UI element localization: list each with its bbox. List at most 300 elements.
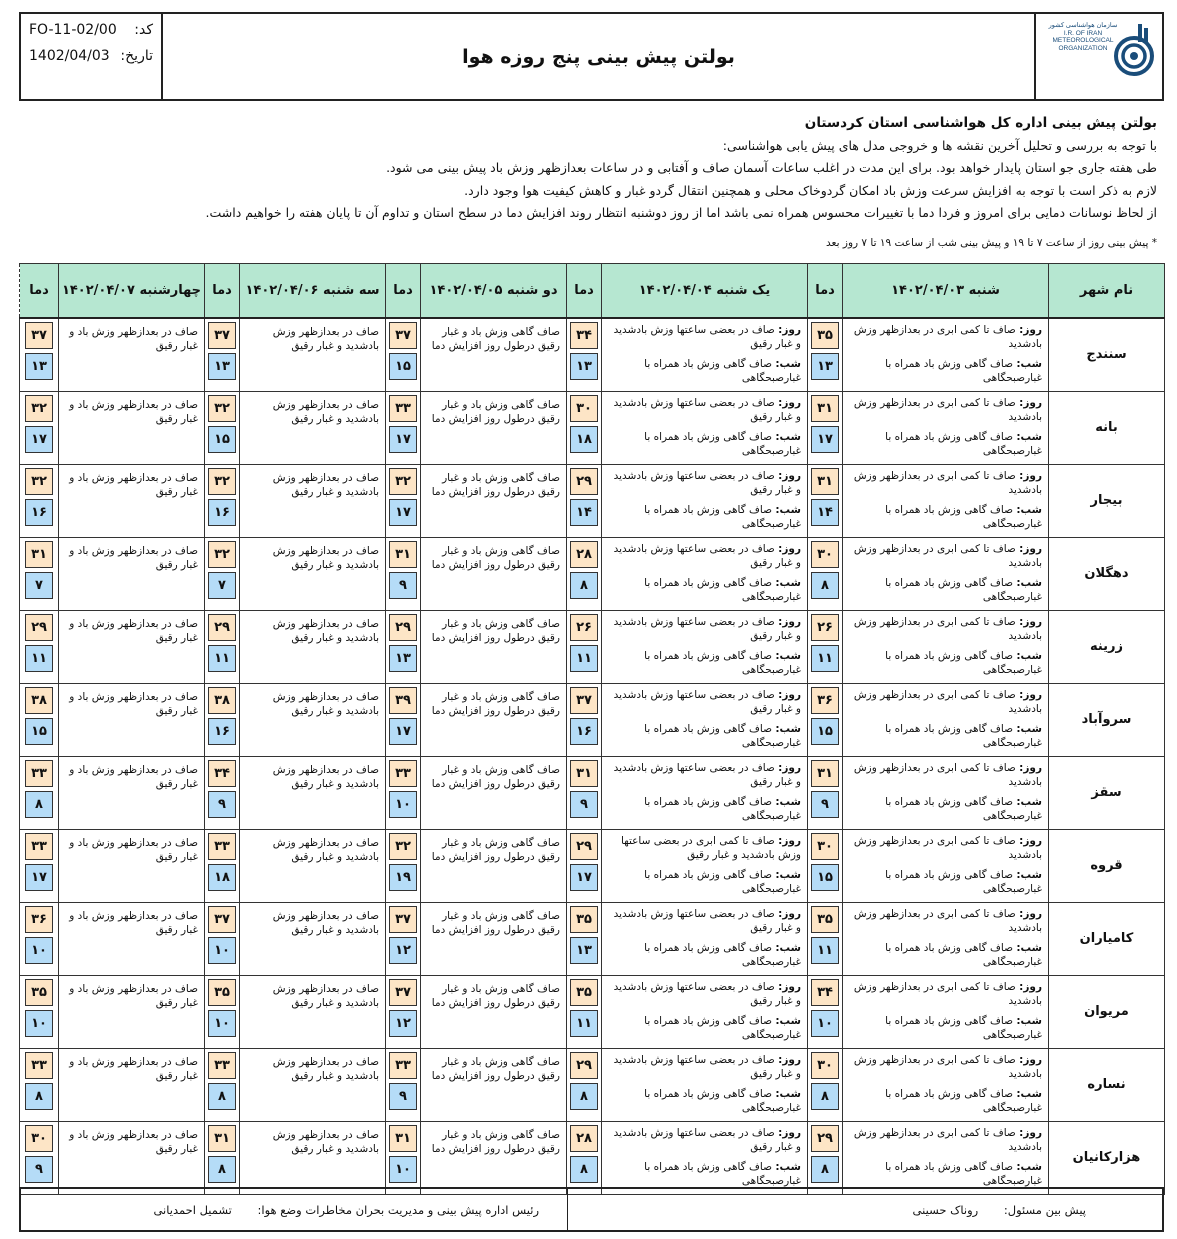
temperature-cell: [567, 975, 602, 1048]
max-temperature: ۳۵: [208, 979, 236, 1006]
forecast-cell: صاف در بعدازظهر وزش باد و غبار رقیق: [59, 756, 205, 829]
max-temperature: ۳۷: [25, 322, 53, 349]
min-temperature: ۱۳: [389, 645, 417, 672]
table-row: [20, 975, 1165, 1048]
city-name: سقز: [1049, 756, 1165, 829]
table-row: [20, 610, 1165, 683]
intro-paragraph: طی هفته جاری جو استان پایدار خواهد بود. برای این مدت در اغلب ساعات آسمان صاف و آفتابی و در ساعات بعدازظهر وزش باد پیش بینی می شود.: [386, 160, 1157, 175]
intro-paragraph: از لحاظ نوسانات دمایی برای امروز و فردا دما با تغییرات محسوس همراه نمی باشد اما از روز دوشنبه انتظار روند افزایش دما در سطح استان و تداوم آن تا پایان هفته را خواهیم داشت.: [205, 205, 1157, 220]
max-temperature: ۳۲: [25, 395, 53, 422]
min-temperature: ۱۰: [208, 1010, 236, 1037]
night-forecast: شب: صاف گاهی وزش باد همراه با غبارصبحگاهی: [885, 649, 1042, 676]
min-temperature: ۸: [811, 1156, 839, 1183]
min-temperature: ۱۲: [389, 937, 417, 964]
max-temperature: ۳۱: [389, 541, 417, 568]
temperature-cell: [205, 829, 240, 902]
city-name: کامیاران: [1049, 902, 1165, 975]
max-temperature: ۳۰: [811, 541, 839, 568]
temperature-cell: [205, 683, 240, 756]
forecast-cell: [843, 318, 1049, 392]
temperature-cell: [386, 537, 421, 610]
forecaster-signature: [568, 1189, 1162, 1230]
day-forecast: روز: صاف تا کمی ابری در بعدازظهر وزش بادشدید: [853, 834, 1042, 861]
min-temperature: ۱۷: [389, 499, 417, 526]
day-forecast: روز: صاف در بعضی ساعتها وزش بادشدید و غبار رقیق: [613, 615, 801, 642]
min-temperature: ۱۴: [811, 499, 839, 526]
day-forecast: روز: صاف تا کمی ابری در بعدازظهر وزش بادشدید: [853, 542, 1042, 569]
temp-column-header: دما: [808, 264, 843, 318]
forecast-cell: صاف گاهی وزش باد و غبار رقیق درطول روز افزایش دما: [421, 610, 567, 683]
forecast-cell: صاف در بعدازظهر وزش باد و غبار رقیق: [59, 318, 205, 392]
day-forecast: روز: صاف تا کمی ابری در بعضی ساعتها وزش بادشدید و غبار رقیق: [620, 834, 801, 861]
day-column-header: شنبه ۱۴۰۲/۰۴/۰۳: [843, 264, 1049, 318]
day-forecast: روز: صاف در بعضی ساعتها وزش بادشدید و غبار رقیق: [613, 761, 801, 788]
temperature-cell: [808, 1121, 843, 1194]
max-temperature: ۳۰: [811, 833, 839, 860]
forecast-cell: صاف گاهی وزش باد و غبار رقیق درطول روز افزایش دما: [421, 829, 567, 902]
forecast-cell: [602, 902, 808, 975]
org-logo-text: سازمان هواشناسی کشور I.R. OF IRAN METEOROLOGICAL ORGANIZATION: [1048, 22, 1118, 52]
min-temperature: ۱۱: [570, 1010, 598, 1037]
night-forecast: شب: صاف گاهی وزش باد همراه با غبارصبحگاهی: [885, 1160, 1042, 1187]
day-forecast: روز: صاف در بعضی ساعتها وزش بادشدید و غبار رقیق: [613, 469, 801, 496]
temperature-cell: [386, 318, 421, 392]
night-forecast: شب: صاف گاهی وزش باد همراه با غبارصبحگاهی: [885, 1087, 1042, 1114]
code-row: [29, 22, 153, 38]
max-temperature: ۳۱: [811, 395, 839, 422]
max-temperature: ۳۳: [389, 760, 417, 787]
min-temperature: ۱۳: [570, 353, 598, 380]
temperature-cell: [386, 975, 421, 1048]
day-forecast: روز: صاف تا کمی ابری در بعدازظهر وزش بادشدید: [853, 980, 1042, 1007]
intro-paragraph: لازم به ذکر است با توجه به افزایش سرعت وزش باد امکان گردوخاک محلی و همچنین انتقال گردو غبار و کاهش کیفیت هوا وجود دارد.: [464, 182, 1157, 198]
table-row: [20, 391, 1165, 464]
min-temperature: ۸: [25, 1083, 53, 1110]
temperature-cell: [386, 1048, 421, 1121]
night-forecast: شب: صاف گاهی وزش باد همراه با غبارصبحگاهی: [885, 430, 1042, 457]
forecast-cell: صاف گاهی وزش باد و غبار رقیق درطول روز افزایش دما: [421, 391, 567, 464]
city-name: بانه: [1049, 391, 1165, 464]
min-temperature: ۷: [25, 572, 53, 599]
max-temperature: ۳۵: [811, 322, 839, 349]
date-row: [29, 48, 153, 64]
day-forecast: روز: صاف تا کمی ابری در بعدازظهر وزش بادشدید: [853, 396, 1042, 423]
min-temperature: ۸: [208, 1156, 236, 1183]
forecast-cell: صاف در بعدازظهر وزش باد و غبار رقیق: [59, 610, 205, 683]
max-temperature: ۲۹: [208, 614, 236, 641]
forecast-cell: [602, 537, 808, 610]
temperature-cell: [205, 756, 240, 829]
temperature-cell: [808, 318, 843, 392]
temperature-cell: [808, 610, 843, 683]
min-temperature: ۱۹: [389, 864, 417, 891]
max-temperature: ۳۲: [208, 541, 236, 568]
temperature-cell: [567, 610, 602, 683]
max-temperature: ۳۲: [389, 833, 417, 860]
night-forecast: شب: صاف گاهی وزش باد همراه با غبارصبحگاهی: [885, 357, 1042, 384]
night-forecast: شب: صاف گاهی وزش باد همراه با غبارصبحگاهی: [644, 941, 801, 968]
forecast-cell: صاف در بعدازظهر وزش بادشدید و غبار رقیق: [240, 610, 386, 683]
day-forecast: روز: صاف تا کمی ابری در بعدازظهر وزش بادشدید: [853, 1126, 1042, 1153]
day-forecast: روز: صاف در بعضی ساعتها وزش بادشدید و غبار رقیق: [613, 688, 801, 715]
max-temperature: ۳۴: [570, 322, 598, 349]
forecast-cell: [843, 391, 1049, 464]
forecast-cell: [602, 829, 808, 902]
temperature-cell: [20, 537, 59, 610]
temperature-cell: [386, 1121, 421, 1194]
min-temperature: ۱۸: [208, 864, 236, 891]
day-column-header: یک شنبه ۱۴۰۲/۰۴/۰۴: [602, 264, 808, 318]
night-forecast: شب: صاف گاهی وزش باد همراه با غبارصبحگاهی: [644, 868, 801, 895]
city-name: زرینه: [1049, 610, 1165, 683]
forecast-cell: صاف در بعدازظهر وزش بادشدید و غبار رقیق: [240, 902, 386, 975]
max-temperature: ۳۸: [25, 687, 53, 714]
min-temperature: ۱۱: [208, 645, 236, 672]
forecast-cell: [843, 1048, 1049, 1121]
forecast-table: [19, 263, 1165, 1195]
min-temperature: ۱۴: [570, 499, 598, 526]
temperature-cell: [567, 683, 602, 756]
max-temperature: ۳۷: [208, 322, 236, 349]
forecast-cell: صاف در بعدازظهر وزش باد و غبار رقیق: [59, 1121, 205, 1194]
max-temperature: ۳۷: [570, 687, 598, 714]
temperature-cell: [386, 756, 421, 829]
doc-meta: [21, 14, 163, 99]
day-forecast: روز: صاف در بعضی ساعتها وزش بادشدید و غبار رقیق: [613, 396, 801, 423]
day-forecast: روز: صاف تا کمی ابری در بعدازظهر وزش بادشدید: [853, 907, 1042, 934]
date-label: تاریخ:: [120, 48, 153, 64]
table-row: [20, 464, 1165, 537]
max-temperature: ۳۷: [389, 906, 417, 933]
day-column-header: دو شنبه ۱۴۰۲/۰۴/۰۵: [421, 264, 567, 318]
temperature-cell: [567, 829, 602, 902]
city-name: دهگلان: [1049, 537, 1165, 610]
org-logo-area: [1034, 14, 1162, 99]
forecast-cell: صاف در بعدازظهر وزش بادشدید و غبار رقیق: [240, 464, 386, 537]
temperature-cell: [205, 902, 240, 975]
forecast-cell: صاف در بعدازظهر وزش بادشدید و غبار رقیق: [240, 829, 386, 902]
night-forecast: شب: صاف گاهی وزش باد همراه با غبارصبحگاهی: [885, 722, 1042, 749]
forecast-cell: صاف گاهی وزش باد و غبار رقیق درطول روز افزایش دما: [421, 537, 567, 610]
forecast-cell: صاف گاهی وزش باد و غبار رقیق درطول روز افزایش دما: [421, 756, 567, 829]
table-row: [20, 756, 1165, 829]
max-temperature: ۳۱: [811, 468, 839, 495]
city-name: قروه: [1049, 829, 1165, 902]
temperature-cell: [205, 318, 240, 392]
temperature-cell: [205, 610, 240, 683]
max-temperature: ۳۱: [208, 1125, 236, 1152]
temperature-cell: [808, 391, 843, 464]
day-forecast: روز: صاف تا کمی ابری در بعدازظهر وزش بادشدید: [853, 1053, 1042, 1080]
max-temperature: ۳۰: [811, 1052, 839, 1079]
day-forecast: روز: صاف در بعضی ساعتها وزش بادشدید و غبار رقیق: [613, 1126, 801, 1153]
min-temperature: ۱۱: [570, 645, 598, 672]
forecast-cell: صاف در بعدازظهر وزش باد و غبار رقیق: [59, 829, 205, 902]
day-forecast: روز: صاف تا کمی ابری در بعدازظهر وزش بادشدید: [853, 761, 1042, 788]
temp-column-header: دما: [567, 264, 602, 318]
intro-paragraph: با توجه به بررسی و تحلیل آخرین نقشه ها و خروجی مدل های پیش یابی هواشناسی:: [722, 137, 1157, 153]
day-forecast: روز: صاف تا کمی ابری در بعدازظهر وزش بادشدید: [853, 469, 1042, 496]
max-temperature: ۲۹: [25, 614, 53, 641]
temperature-cell: [808, 975, 843, 1048]
night-forecast: شب: صاف گاهی وزش باد همراه با غبارصبحگاهی: [644, 357, 801, 384]
temperature-cell: [567, 464, 602, 537]
temperature-cell: [205, 975, 240, 1048]
min-temperature: ۸: [570, 1083, 598, 1110]
forecast-cell: صاف در بعدازظهر وزش باد و غبار رقیق: [59, 1048, 205, 1121]
max-temperature: ۳۱: [811, 760, 839, 787]
min-temperature: ۱۰: [811, 1010, 839, 1037]
min-temperature: ۱۰: [208, 937, 236, 964]
max-temperature: ۳۲: [389, 468, 417, 495]
meteorological-organization-logo: [1114, 20, 1154, 82]
min-temperature: ۱۱: [25, 645, 53, 672]
city-name: مریوان: [1049, 975, 1165, 1048]
max-temperature: ۳۳: [25, 833, 53, 860]
forecast-cell: [843, 464, 1049, 537]
temperature-cell: [20, 975, 59, 1048]
temperature-cell: [808, 537, 843, 610]
table-row: [20, 1121, 1165, 1194]
forecast-cell: [602, 975, 808, 1048]
bulletin-title: بولتن پیش بینی پنج روزه هوا: [462, 45, 735, 68]
max-temperature: ۲۹: [570, 833, 598, 860]
max-temperature: ۳۵: [811, 906, 839, 933]
forecaster-label: پیش بین مسئول:: [1003, 1203, 1086, 1217]
forecast-cell: صاف گاهی وزش باد و غبار رقیق درطول روز افزایش دما: [421, 1121, 567, 1194]
temperature-cell: [20, 318, 59, 392]
min-temperature: ۱۳: [570, 937, 598, 964]
forecast-cell: [843, 610, 1049, 683]
min-temperature: ۱۰: [25, 937, 53, 964]
min-temperature: ۸: [570, 1156, 598, 1183]
forecast-cell: صاف در بعدازظهر وزش بادشدید و غبار رقیق: [240, 391, 386, 464]
max-temperature: ۲۶: [811, 614, 839, 641]
forecast-cell: صاف در بعدازظهر وزش بادشدید و غبار رقیق: [240, 318, 386, 392]
forecast-cell: [602, 1048, 808, 1121]
forecast-cell: [602, 1121, 808, 1194]
min-temperature: ۱۲: [389, 1010, 417, 1037]
forecaster-name: روناک حسینی: [912, 1203, 979, 1217]
code-label: کد:: [134, 22, 153, 38]
max-temperature: ۳۱: [389, 1125, 417, 1152]
forecast-cell: صاف در بعدازظهر وزش باد و غبار رقیق: [59, 902, 205, 975]
min-temperature: ۱۱: [811, 937, 839, 964]
forecast-cell: صاف در بعدازظهر وزش باد و غبار رقیق: [59, 975, 205, 1048]
min-temperature: ۱۰: [389, 1156, 417, 1183]
forecast-cell: [843, 537, 1049, 610]
temperature-cell: [386, 902, 421, 975]
temperature-cell: [20, 464, 59, 537]
temperature-cell: [20, 829, 59, 902]
day-forecast: روز: صاف در بعضی ساعتها وزش بادشدید و غبار رقیق: [613, 542, 801, 569]
chief-name: تشمیل احمدیانی: [153, 1203, 232, 1217]
temperature-cell: [20, 1121, 59, 1194]
max-temperature: ۲۸: [570, 541, 598, 568]
max-temperature: ۳۲: [25, 468, 53, 495]
night-forecast: شب: صاف گاهی وزش باد همراه با غبارصبحگاهی: [644, 576, 801, 603]
max-temperature: ۲۸: [570, 1125, 598, 1152]
temperature-cell: [567, 902, 602, 975]
forecast-cell: [602, 756, 808, 829]
day-forecast: روز: صاف تا کمی ابری در بعدازظهر وزش بادشدید: [853, 688, 1042, 715]
city-name: نساره: [1049, 1048, 1165, 1121]
city-name: بیجار: [1049, 464, 1165, 537]
temperature-cell: [808, 1048, 843, 1121]
temperature-cell: [808, 756, 843, 829]
forecast-cell: صاف گاهی وزش باد و غبار رقیق درطول روز افزایش دما: [421, 318, 567, 392]
night-forecast: شب: صاف گاهی وزش باد همراه با غبارصبحگاهی: [885, 576, 1042, 603]
min-temperature: ۱۶: [208, 718, 236, 745]
min-temperature: ۹: [389, 1083, 417, 1110]
bulletin-footer: [19, 1187, 1164, 1232]
max-temperature: ۳۷: [389, 322, 417, 349]
table-header-row: [20, 264, 1165, 318]
temperature-cell: [808, 683, 843, 756]
max-temperature: ۳۲: [208, 395, 236, 422]
day-forecast: روز: صاف در بعضی ساعتها وزش بادشدید و غبار رقیق: [613, 980, 801, 1007]
forecast-cell: [843, 756, 1049, 829]
temperature-cell: [567, 1048, 602, 1121]
day-forecast: روز: صاف تا کمی ابری در بعدازظهر وزش بادشدید: [853, 615, 1042, 642]
min-temperature: ۱۵: [208, 426, 236, 453]
forecast-cell: صاف گاهی وزش باد و غبار رقیق درطول روز افزایش دما: [421, 464, 567, 537]
forecast-cell: صاف گاهی وزش باد و غبار رقیق درطول روز افزایش دما: [421, 683, 567, 756]
min-temperature: ۸: [811, 572, 839, 599]
max-temperature: ۳۵: [25, 979, 53, 1006]
forecast-cell: صاف در بعدازظهر وزش باد و غبار رقیق: [59, 391, 205, 464]
night-forecast: شب: صاف گاهی وزش باد همراه با غبارصبحگاهی: [644, 1087, 801, 1114]
min-temperature: ۹: [389, 572, 417, 599]
temperature-cell: [20, 610, 59, 683]
min-temperature: ۱۳: [25, 353, 53, 380]
max-temperature: ۳۳: [389, 1052, 417, 1079]
max-temperature: ۳۳: [25, 1052, 53, 1079]
night-forecast: شب: صاف گاهی وزش باد همراه با غبارصبحگاهی: [644, 722, 801, 749]
temperature-cell: [567, 391, 602, 464]
temperature-cell: [205, 391, 240, 464]
min-temperature: ۱۳: [811, 353, 839, 380]
forecast-cell: صاف در بعدازظهر وزش بادشدید و غبار رقیق: [240, 975, 386, 1048]
night-forecast: شب: صاف گاهی وزش باد همراه با غبارصبحگاهی: [644, 1014, 801, 1041]
max-temperature: ۳۷: [389, 979, 417, 1006]
temperature-cell: [386, 610, 421, 683]
day-forecast: روز: صاف در بعضی ساعتها وزش بادشدید و غبار رقیق: [613, 323, 801, 350]
forecast-cell: [602, 318, 808, 392]
night-forecast: شب: صاف گاهی وزش باد همراه با غبارصبحگاهی: [885, 1014, 1042, 1041]
night-forecast: شب: صاف گاهی وزش باد همراه با غبارصبحگاهی: [644, 430, 801, 457]
max-temperature: ۳۴: [208, 760, 236, 787]
forecast-cell: [602, 610, 808, 683]
forecast-cell: صاف گاهی وزش باد و غبار رقیق درطول روز افزایش دما: [421, 902, 567, 975]
night-forecast: شب: صاف گاهی وزش باد همراه با غبارصبحگاهی: [885, 503, 1042, 530]
intro-title: بولتن پیش بینی اداره کل هواشناسی استان کردستان: [804, 115, 1157, 131]
night-forecast: شب: صاف گاهی وزش باد همراه با غبارصبحگاهی: [644, 649, 801, 676]
max-temperature: ۳۸: [208, 687, 236, 714]
forecast-time-note: * پیش بینی روز از ساعت ۷ تا ۱۹ و پیش بینی شب از ساعت ۱۹ تا ۷ روز بعد: [826, 237, 1157, 249]
table-row: [20, 318, 1165, 392]
max-temperature: ۳۳: [208, 1052, 236, 1079]
day-column-header: سه شنبه ۱۴۰۲/۰۴/۰۶: [240, 264, 386, 318]
min-temperature: ۱۱: [811, 645, 839, 672]
temperature-cell: [808, 464, 843, 537]
min-temperature: ۱۷: [389, 426, 417, 453]
temperature-cell: [567, 756, 602, 829]
min-temperature: ۸: [208, 1083, 236, 1110]
min-temperature: ۱۵: [25, 718, 53, 745]
forecast-cell: صاف در بعدازظهر وزش بادشدید و غبار رقیق: [240, 1048, 386, 1121]
city-column-header: نام شهر: [1049, 264, 1165, 318]
forecast-cell: صاف در بعدازظهر وزش بادشدید و غبار رقیق: [240, 537, 386, 610]
min-temperature: ۱۶: [570, 718, 598, 745]
night-forecast: شب: صاف گاهی وزش باد همراه با غبارصبحگاهی: [644, 1160, 801, 1187]
forecast-cell: [843, 975, 1049, 1048]
min-temperature: ۱۷: [389, 718, 417, 745]
max-temperature: ۳۱: [25, 541, 53, 568]
min-temperature: ۱۷: [811, 426, 839, 453]
max-temperature: ۳۰: [570, 395, 598, 422]
max-temperature: ۳۶: [811, 687, 839, 714]
max-temperature: ۳۳: [389, 395, 417, 422]
forecast-cell: [843, 1121, 1049, 1194]
min-temperature: ۱۵: [811, 718, 839, 745]
min-temperature: ۹: [570, 791, 598, 818]
max-temperature: ۳۷: [208, 906, 236, 933]
temperature-cell: [20, 391, 59, 464]
min-temperature: ۱۶: [25, 499, 53, 526]
temperature-cell: [567, 1121, 602, 1194]
max-temperature: ۳۳: [208, 833, 236, 860]
temperature-cell: [808, 829, 843, 902]
temperature-cell: [386, 391, 421, 464]
night-forecast: شب: صاف گاهی وزش باد همراه با غبارصبحگاهی: [644, 503, 801, 530]
temperature-cell: [20, 902, 59, 975]
min-temperature: ۸: [570, 572, 598, 599]
day-forecast: روز: صاف در بعضی ساعتها وزش بادشدید و غبار رقیق: [613, 907, 801, 934]
chief-label: رئیس اداره پیش بینی و مدیریت بحران مخاطرات وضع هوا:: [257, 1203, 539, 1217]
city-name: سروآباد: [1049, 683, 1165, 756]
min-temperature: ۱۵: [811, 864, 839, 891]
day-forecast: روز: صاف در بعضی ساعتها وزش بادشدید و غبار رقیق: [613, 1053, 801, 1080]
max-temperature: ۲۹: [811, 1125, 839, 1152]
max-temperature: ۳۰: [25, 1125, 53, 1152]
temperature-cell: [205, 1048, 240, 1121]
min-temperature: ۷: [208, 572, 236, 599]
forecast-cell: [843, 683, 1049, 756]
bulletin-header: [19, 12, 1164, 101]
temperature-cell: [567, 318, 602, 392]
min-temperature: ۹: [811, 791, 839, 818]
temperature-cell: [20, 683, 59, 756]
min-temperature: ۱۷: [25, 864, 53, 891]
min-temperature: ۹: [25, 1156, 53, 1183]
temperature-cell: [386, 683, 421, 756]
min-temperature: ۱۷: [570, 864, 598, 891]
forecast-cell: صاف گاهی وزش باد و غبار رقیق درطول روز افزایش دما: [421, 1048, 567, 1121]
max-temperature: ۳۱: [570, 760, 598, 787]
temp-column-header: دما: [20, 264, 59, 318]
code-value: FO-11-02/00: [29, 22, 117, 38]
chief-signature: [21, 1189, 568, 1230]
forecast-cell: صاف در بعدازظهر وزش باد و غبار رقیق: [59, 683, 205, 756]
night-forecast: شب: صاف گاهی وزش باد همراه با غبارصبحگاهی: [644, 795, 801, 822]
table-row: [20, 1048, 1165, 1121]
min-temperature: ۸: [25, 791, 53, 818]
bulletin-intro: [17, 112, 1157, 225]
forecast-cell: [843, 829, 1049, 902]
temp-column-header: دما: [386, 264, 421, 318]
min-temperature: ۱۰: [25, 1010, 53, 1037]
